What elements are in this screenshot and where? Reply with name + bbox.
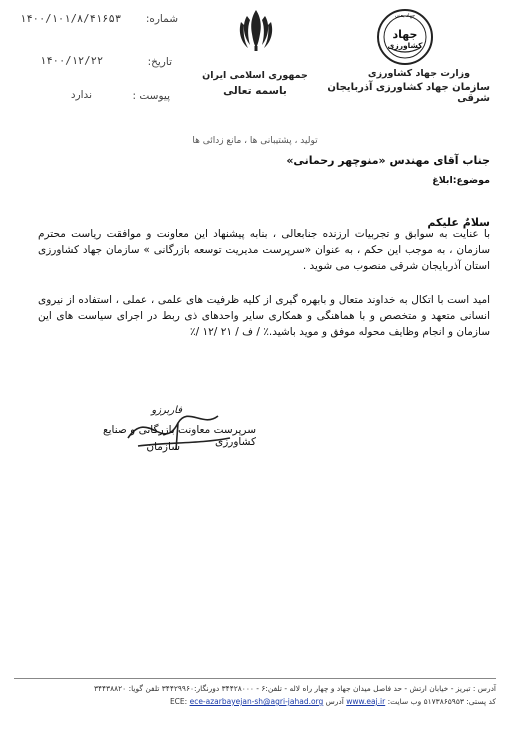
signature-handwritten-name: فاربرزو (151, 405, 182, 416)
paragraph-wishes: امید است با اتکال به خداوند متعال و بابهره گیری از کلیه ظرفیت های علمی ، عملی ، استفاده از نیروی انسانی متعهد و متخصص و با هماهنگی و همکاری سایر واحدهای ذی ربط در اجرای سیاست های این سازمان و انجام وظایف محوله موفق و موید باشید.٪ / ف / ۲۱ /۱۲ /٪ (38, 294, 490, 338)
footer-contact (14, 697, 496, 706)
logo-text-top: جهاد (392, 28, 418, 41)
letter-date-label: تاریخ: (147, 56, 172, 68)
footer-email-label: آدرس ECE: (169, 697, 344, 706)
subject: موضوع:ابلاغ (432, 175, 490, 186)
ministry-name: وزارت جهاد کشاورزی (367, 68, 470, 79)
attachment-label: پیوست : (132, 90, 170, 102)
letter-number: ۱۴۰۰/۱۰۱/۸/۴۱۶۵۳ (20, 13, 122, 25)
recipient: جناب آقای مهندس «منوچهر رحمانی» (286, 154, 490, 167)
signer-organization: سازمان (146, 441, 180, 453)
footer-website-link[interactable]: www.eaj.ir (346, 697, 386, 706)
attachment-value: ندارد (70, 89, 92, 101)
paragraph-appointment: با عنایت به سوابق و تجربیات ارزنده جنابعالی ، بنابه پیشنهاد این معاونت و موافقت ریاست محترم سازمان ، به موجب این حکم ، به عنوان «سرپرست مدیریت توسعه بازرگانی » سازمان جهاد کشاورزی استان آذربایجان شرقی منصوب می شوید . (38, 228, 490, 272)
organization-name: سازمان جهاد کشاورزی آذربایجان شرقی (327, 82, 490, 104)
basmala: باسمه تعالی (223, 85, 287, 97)
logo-text-small: جهاد یعنی (394, 13, 416, 19)
iran-emblem-icon (238, 8, 274, 52)
letter-date: ۱۴۰۰/۱۲/۲۲ (40, 55, 104, 67)
letter-number-label: شماره: (145, 13, 178, 25)
greeting: سلامٌ علیکم (427, 216, 490, 229)
signer-title: سرپرست معاونت بازرگانی و صنایع کشاورزی (103, 424, 256, 448)
republic-title: جمهوری اسلامی ایران (202, 70, 308, 81)
logo-text-bottom: کشاورزی (387, 41, 423, 50)
footer-address: آدرس : تبریز - خیابان ارتش - حد فاصل میدان جهاد و چهار راه لاله - تلفن:۶ - ۳۴۴۲۸۰۰۰ دورنگار:۳۴۴۲۹۹۶۰ تلفن گویا: ۳۴۴۳۸۸۲۰ (93, 684, 496, 693)
slogan: تولید ، پشتیبانی ها ، مانع زدائی ها (192, 136, 318, 146)
footer-postal: کد پستی: ۵۱۷۳۸۶۵۹۵۳ وب سایت: (387, 697, 496, 706)
jahad-logo-icon (376, 8, 434, 66)
footer-divider (14, 678, 496, 679)
footer-email-link[interactable]: ece-azarbayejan-sh@agri-jahad.org (189, 697, 324, 706)
